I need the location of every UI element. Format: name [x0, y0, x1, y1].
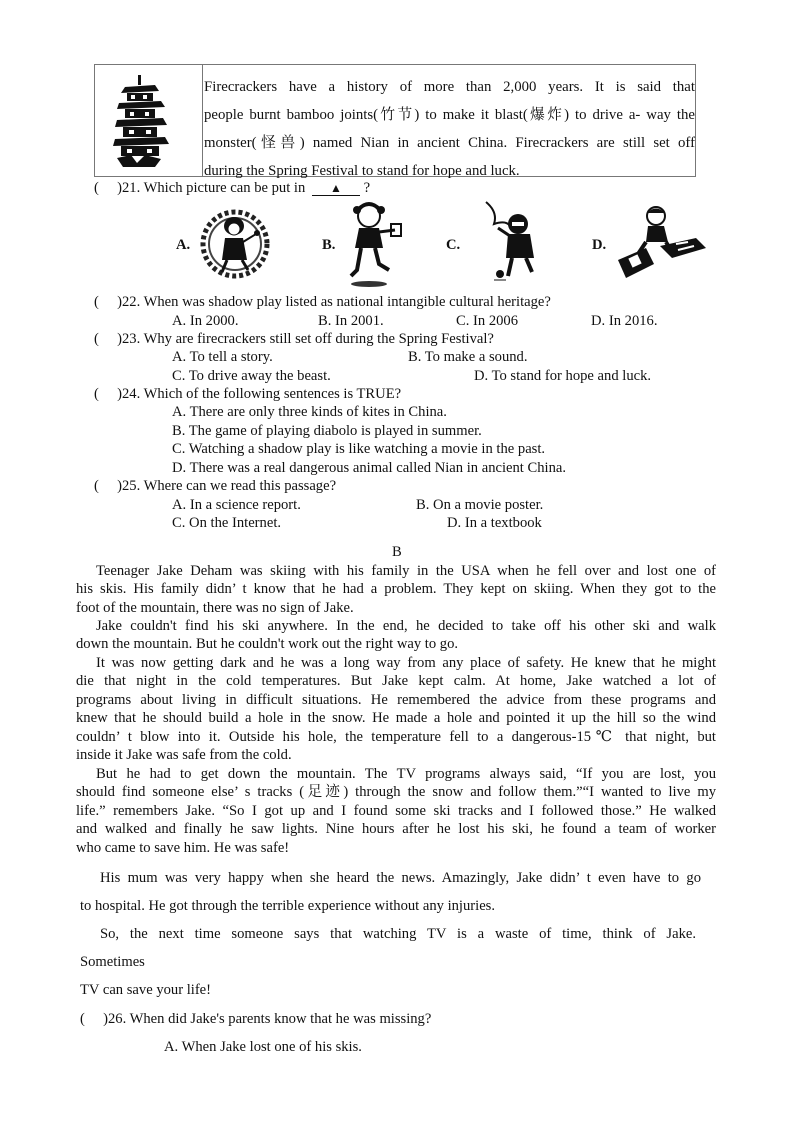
pagoda-firecracker-image	[111, 75, 171, 167]
option-c[interactable]: C. Watching a shadow play is like watching a movie in the past.	[172, 441, 546, 457]
question-stem: 23. Why are firecrackers still set off during the Spring Festival?	[121, 331, 494, 347]
text-line: Sometimes	[80, 954, 145, 970]
question-stem: 21. Which picture can be put in	[121, 180, 306, 196]
option-c[interactable]: C. In 2006	[456, 313, 519, 329]
paragraph-4	[76, 765, 716, 857]
section-heading: B	[392, 544, 402, 560]
text-line: Jake couldn't find his ski anywhere. In the end, he decided to take off his other ski and walk	[96, 618, 716, 634]
text-line: Teenager Jake Deham was skiing with his family in the USA when he fell over and lost one of	[96, 563, 716, 579]
text-line: who came to save him. He was safe!	[76, 839, 290, 856]
blank-triangle: ▲	[329, 181, 342, 195]
passage-line: Firecrackers have a history of more than 2,000 years. It is said that	[204, 79, 695, 95]
text-line: So, the next time someone says that watching TV is a waste of time, think of Jake.	[100, 926, 696, 942]
option-d-label[interactable]: D.	[592, 237, 607, 253]
text-line: and walked and finally he saw lights. Nine hours after he lost his ski, he found a team of worker	[76, 821, 716, 838]
option-a-picture[interactable]	[200, 200, 270, 288]
question-stem: 24. Which of the following sentences is TRUE?	[121, 386, 402, 402]
passage-text	[204, 73, 695, 185]
text-line: It was now getting dark and he was a long way from any place of safety. He knew that he might	[96, 655, 716, 671]
passage-box	[94, 64, 696, 177]
option-a-label[interactable]: A.	[176, 237, 191, 253]
option-d[interactable]: D. To stand for hope and luck.	[474, 368, 652, 384]
paragraph-6	[80, 920, 696, 1004]
option-b-label[interactable]: B.	[322, 237, 336, 253]
option-c[interactable]: C. On the Internet.	[172, 515, 282, 531]
question-stem: 26. When did Jake's parents know that he was missing?	[107, 1011, 432, 1027]
text-line: life.” remembers Jake. “So I got up and I found some ski tracks and I followed those.” He walked	[76, 802, 716, 819]
option-b[interactable]: B. To make a sound.	[408, 349, 528, 365]
option-d[interactable]: D. In 2016.	[591, 313, 658, 329]
option-b-picture[interactable]	[343, 200, 405, 288]
text-line: down the mountain. But he couldn't work out the right way to go.	[76, 636, 459, 653]
option-c[interactable]: C. To drive away the beast.	[172, 368, 331, 384]
option-d[interactable]: D. In a textbook	[447, 515, 542, 531]
option-b[interactable]: B. On a movie poster.	[416, 497, 544, 513]
question-26	[80, 1010, 431, 1028]
paragraph-1	[76, 562, 716, 617]
question-21	[94, 179, 370, 197]
text-line: his skis. His family didn’ t know that he had a problem. They kept on skiing. When they got to the	[76, 581, 716, 598]
text-line: to hospital. He got through the terrible experience without any injuries.	[80, 898, 496, 914]
option-a[interactable]: A. When Jake lost one of his skis.	[164, 1039, 362, 1055]
text-line: should find someone else’ s tracks (足迹) through the snow and follow them.”“I wanted to live my	[76, 784, 716, 801]
answer-bracket[interactable]: ( )	[94, 478, 122, 494]
option-b[interactable]: B. In 2001.	[318, 313, 384, 329]
option-a[interactable]: A. In a science report.	[172, 497, 301, 513]
question-25	[94, 477, 336, 495]
option-d[interactable]: D. There was a real dangerous animal called Nian in ancient China.	[172, 460, 567, 476]
text-line: knew that he should build a hole in the snow. He made a hole and pointed it up the hill so the wind	[76, 710, 716, 727]
text-line: die that night in the cold temperatures. But Jake kept calm. At home, Jake watched a lot of	[76, 673, 716, 690]
text-line: foot of the mountain, there was no sign of Jake.	[76, 599, 354, 616]
text-line: TV can save your life!	[80, 982, 212, 998]
option-a[interactable]: A. There are only three kinds of kites in China.	[172, 404, 447, 420]
text-line: programs about living in difficult situations. He remembered the advice from these programs and	[76, 691, 716, 708]
option-b[interactable]: B. The game of playing diabolo is played in summer.	[172, 423, 482, 439]
answer-bracket[interactable]: ( )	[94, 386, 122, 402]
passage-line: monster(怪兽) named Nian in ancient China. Firecrackers are still set off	[204, 135, 695, 151]
question-24	[94, 385, 401, 403]
text-line: inside it Jake was safe from the cold.	[76, 747, 292, 764]
answer-bracket[interactable]: ( )	[94, 331, 122, 347]
box-divider	[202, 65, 203, 176]
question-23	[94, 330, 494, 348]
answer-bracket[interactable]: ( )	[80, 1011, 108, 1027]
option-a[interactable]: A. To tell a story.	[172, 349, 273, 365]
text-line: But he had to get down the mountain. The TV programs always said, “If you are lost, you	[96, 766, 716, 782]
option-c-picture[interactable]	[480, 198, 550, 286]
option-c-label[interactable]: C.	[446, 237, 461, 253]
text-line: His mum was very happy when she heard the news. Amazingly, Jake didn’ t even have to go	[100, 870, 701, 886]
answer-bracket[interactable]: ( )	[94, 180, 122, 196]
answer-bracket[interactable]: ( )	[94, 294, 122, 310]
answer-blank	[312, 181, 360, 196]
question-stem: 25. Where can we read this passage?	[121, 478, 337, 494]
text-line: couldn’ t blow into it. Outside his hole, the temperature fell to a dangerous-15℃ that night, but	[76, 728, 716, 745]
question-22	[94, 293, 551, 311]
option-d-picture[interactable]	[616, 204, 708, 284]
paragraph-2	[76, 617, 716, 654]
paragraph-3	[76, 654, 716, 764]
question-stem: 22. When was shadow play listed as national intangible cultural heritage?	[121, 294, 551, 310]
paragraph-5	[80, 864, 701, 920]
question-end: ?	[363, 180, 371, 196]
passage-line: during the Spring Festival to stand for hope and luck.	[204, 163, 520, 179]
option-a[interactable]: A. In 2000.	[172, 313, 239, 329]
passage-line: people burnt bamboo joints(竹节) to make it blast(爆炸) to drive a- way the	[204, 107, 695, 123]
